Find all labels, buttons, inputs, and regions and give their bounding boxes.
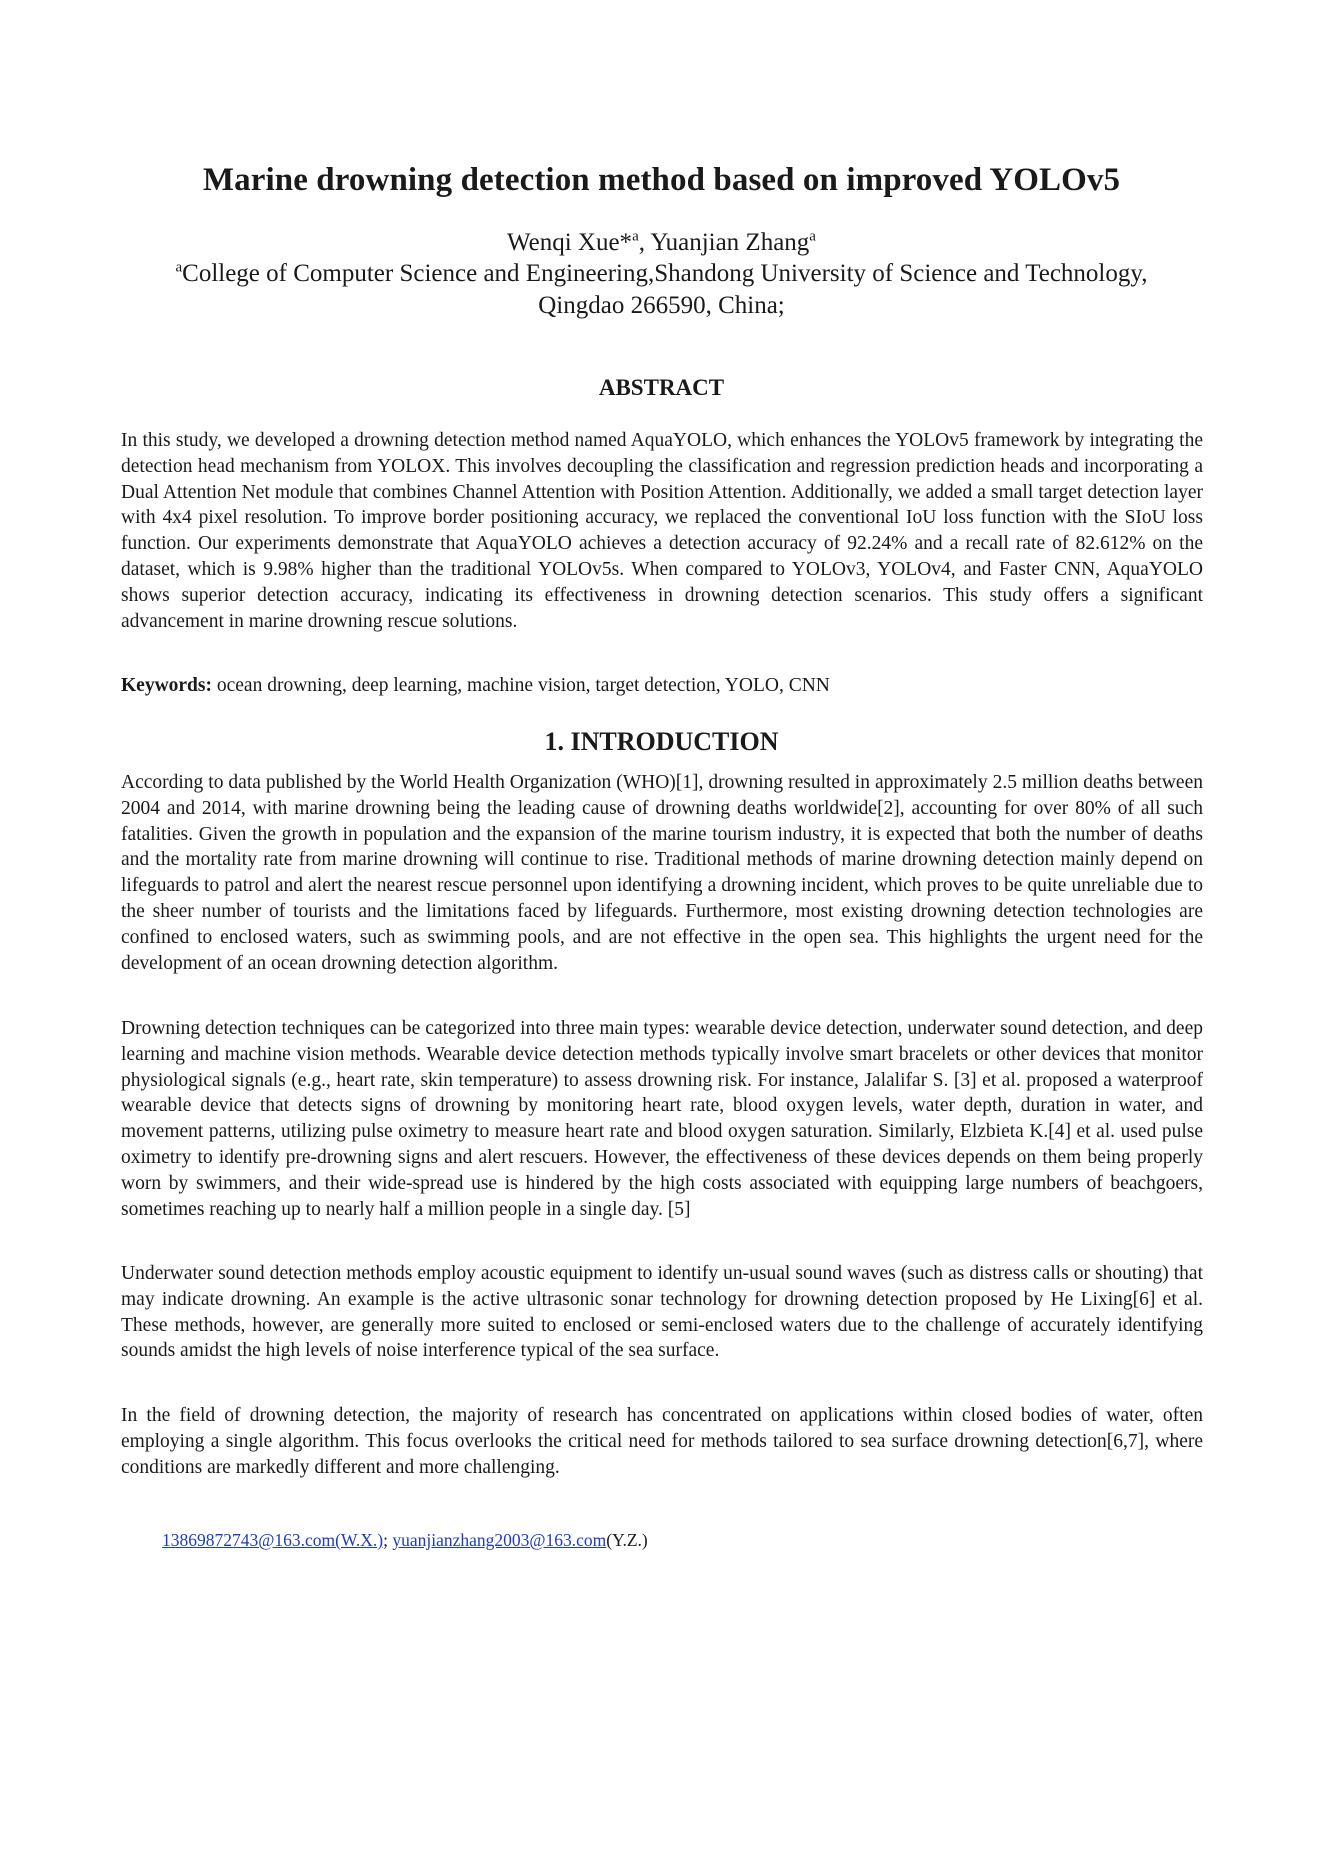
abstract-text: In this study, we developed a drowning detection method named AquaYOLO, which enhances the YOLOv5 framework by integrating the detection head mechanism from YOLOX. This involves decoupling the classification and regression prediction heads and incorporating a Dual Attention Net module that combines Channel Attention with Position Attention. Additionally, we added a small target detection layer with 4x4 pixel resolution. To improve border positioning accuracy, we replaced the conventional IoU loss function with the SIoU loss function. Our experiments demonstrate that AquaYOLO achieves a detection accuracy of 92.24% and a recall rate of 82.612% on the dataset, which is 9.98% higher than the traditional YOLOv5s. When compared to YOLOv3, YOLOv4, and Faster CNN, AquaYOLO shows superior detection accuracy, indicating its effectiveness in drowning detection scenarios. This study offers a significant advancement in marine drowning rescue solutions. [121,430,1203,632]
email-separator: ; [383,1530,393,1550]
author-1-name: Wenqi Xue* [507,229,633,256]
introduction-paragraph-2: Drowning detection techniques can be categorized into three main types: wearable device detection, underwater sound detection, and deep learning and machine vision methods. Wearable device detection methods typically involve smart bracelets or other devices that monitor physiological signals (e.g., heart rate, skin temperature) to assess drowning risk. For instance, Jalalifar S. [3] et al. proposed a waterproof wearable device that detects signs of drowning by monitoring heart rate, blood oxygen levels, water depth, duration in water, and movement patterns, utilizing pulse oximetry to measure heart rate and blood oxygen saturation. Similarly, Elzbieta K.[4] et al. used pulse oximetry to identify pre-drowning signs and alert rescuers. However, the effectiveness of these devices depends on them being properly worn by swimmers, and their wide-spread use is hindered by the high costs associated with equipping large numbers of beachgoers, sometimes reaching up to nearly half a million people in a single day. [5] [121,1018,1203,1220]
paper-title: Marine drowning detection method based on improved YOLOv5 [202,162,1121,198]
author-1-affiliation-mark: a [632,228,639,245]
abstract-heading: ABSTRACT [598,375,725,400]
email-link-2[interactable]: yuanjianzhang2003@163.com [392,1530,607,1550]
author-2-affiliation-mark: a [809,228,816,245]
author-separator: , [638,229,651,256]
affiliation-line-1: College of Computer Science and Engineering,Shandong University of Science and Technology, [182,260,1148,287]
introduction-paragraph-4: In the field of drowning detection, the majority of research has concentrated on applications within closed bodies of water, often employing a single algorithm. This focus overlooks the critical need for methods tailored to sea surface drowning detection[6,7], where conditions are markedly different and more challenging. [121,1405,1203,1478]
author-line [0,228,1323,258]
keywords-label: Keywords: [121,675,212,696]
keywords-text: ocean drowning, deep learning, machine vision, target detection, YOLO, CNN [212,675,830,696]
affiliation-mark: a [175,259,183,276]
affiliation-line-2: Qingdao 266590, China; [538,292,785,319]
affiliation [140,258,1183,322]
email-2-suffix: (Y.Z.) [606,1530,648,1550]
introduction-heading: 1. INTRODUCTION [544,727,779,756]
keywords-line [121,673,1203,699]
email-link-1[interactable]: 13869872743@163.com(W.X.) [162,1530,384,1550]
introduction-paragraph-3: Underwater sound detection methods employ acoustic equipment to identify un-usual sound waves (such as distress calls or shouting) that may indicate drowning. An example is the active ultrasonic sonar technology for drowning detection proposed by He Lixing[6] et al. These methods, however, are generally more suited to enclosed or semi-enclosed waters due to the challenge of accurately identifying sounds amidst the high levels of noise interference typical of the sea surface. [121,1263,1203,1362]
footnote-contact [162,1529,648,1551]
author-2-name: Yuanjian Zhang [650,229,810,256]
introduction-paragraph-1: According to data published by the World Health Organization (WHO)[1], drowning resulted in approximately 2.5 million deaths between 2004 and 2014, with marine drowning being the leading cause of drowning deaths worldwide[2], accounting for over 80% of all such fatalities. Given the growth in population and the expansion of the marine tourism industry, it is expected that both the number of deaths and the mortality rate from marine drowning will continue to rise. Traditional methods of marine drowning detection mainly depend on lifeguards to patrol and alert the nearest rescue personnel upon identifying a drowning incident, which proves to be quite unreliable due to the sheer number of tourists and the limitations faced by lifeguards. Furthermore, most existing drowning detection technologies are confined to enclosed waters, such as swimming pools, and are not effective in the open sea. This highlights the urgent need for the development of an ocean drowning detection algorithm. [121,772,1203,974]
